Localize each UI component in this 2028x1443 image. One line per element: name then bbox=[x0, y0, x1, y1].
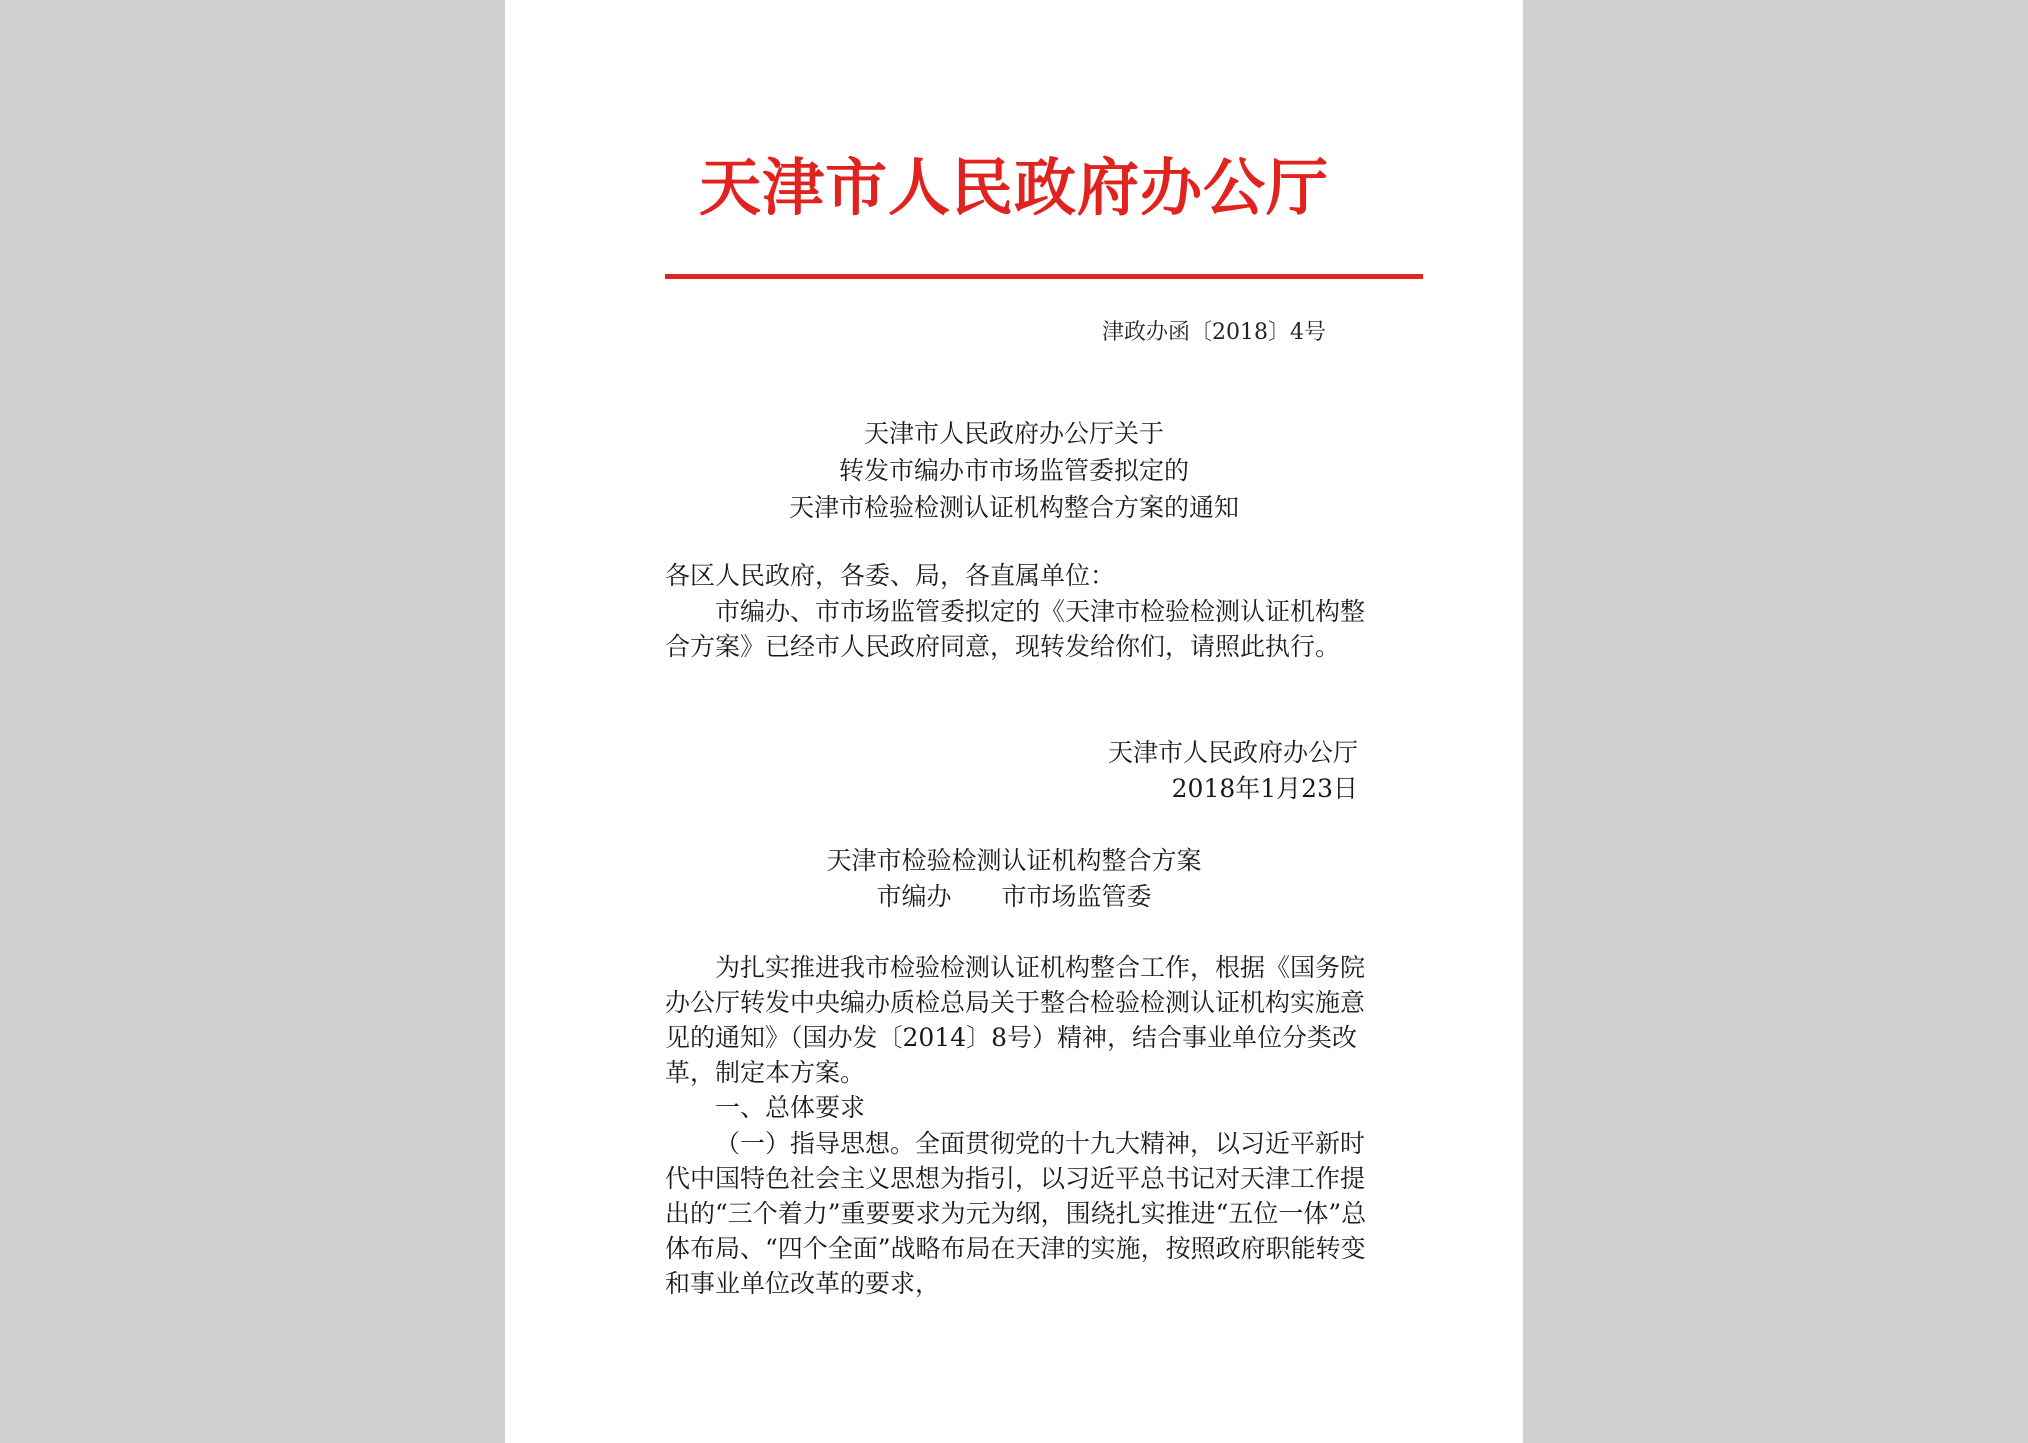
plan-intro-paragraph: 为扎实推进我市检验检测认证机构整合工作，根据《国务院办公厅转发中央编办质检总局关于整合检验检测认证机构实施意见的通知》（国办发〔2014〕8号）精神，结合事业单位分类改革，制定本方案。 bbox=[665, 953, 1366, 1087]
section-heading-1: 一、总体要求 bbox=[715, 1093, 866, 1122]
signoff-date: 2018年1月23日 bbox=[1171, 774, 1358, 803]
notice-title-line-1: 天津市人民政府办公厅关于 bbox=[863, 419, 1164, 448]
notice-paragraph: 市编办、市市场监管委拟定的《天津市检验检测认证机构整合方案》已经市人民政府同意，现转发给你们，请照此执行。 bbox=[665, 597, 1366, 661]
plan-author-2: 市市场监管委 bbox=[1001, 882, 1152, 911]
signoff bbox=[1108, 735, 1358, 807]
letterhead-red-rule bbox=[665, 274, 1423, 279]
signoff-issuer: 天津市人民政府办公厅 bbox=[1107, 738, 1358, 767]
guiding-ideology-paragraph: （一）指导思想。全面贯彻党的十九大精神，以习近平新时代中国特色社会主义思想为指引，以习近平总书记对天津工作提出的“三个着力”重要要求为元为纲，围绕扎实推进“五位一体”总体布局、“四个全面”战略布局在天津的实施，按照政府职能转变和事业单位改革的要求， bbox=[665, 1129, 1367, 1298]
notice-title-line-2: 转发市编办市市场监管委拟定的 bbox=[838, 456, 1189, 485]
document-number: 津政办函〔2018〕4号 bbox=[1102, 320, 1326, 345]
document-page bbox=[505, 0, 1523, 1443]
plan-title: 天津市检验检测认证机构整合方案 bbox=[826, 846, 1202, 875]
plan-author-1: 市编办 bbox=[876, 882, 952, 911]
notice-title bbox=[505, 415, 1523, 526]
issuer-letterhead: 天津市人民政府办公厅 bbox=[698, 151, 1329, 224]
notice-title-line-3: 天津市检验检测认证机构整合方案的通知 bbox=[788, 493, 1239, 522]
plan-authors bbox=[505, 878, 1523, 915]
salutation: 各区人民政府，各委、局，各直属单位： bbox=[665, 561, 1116, 590]
